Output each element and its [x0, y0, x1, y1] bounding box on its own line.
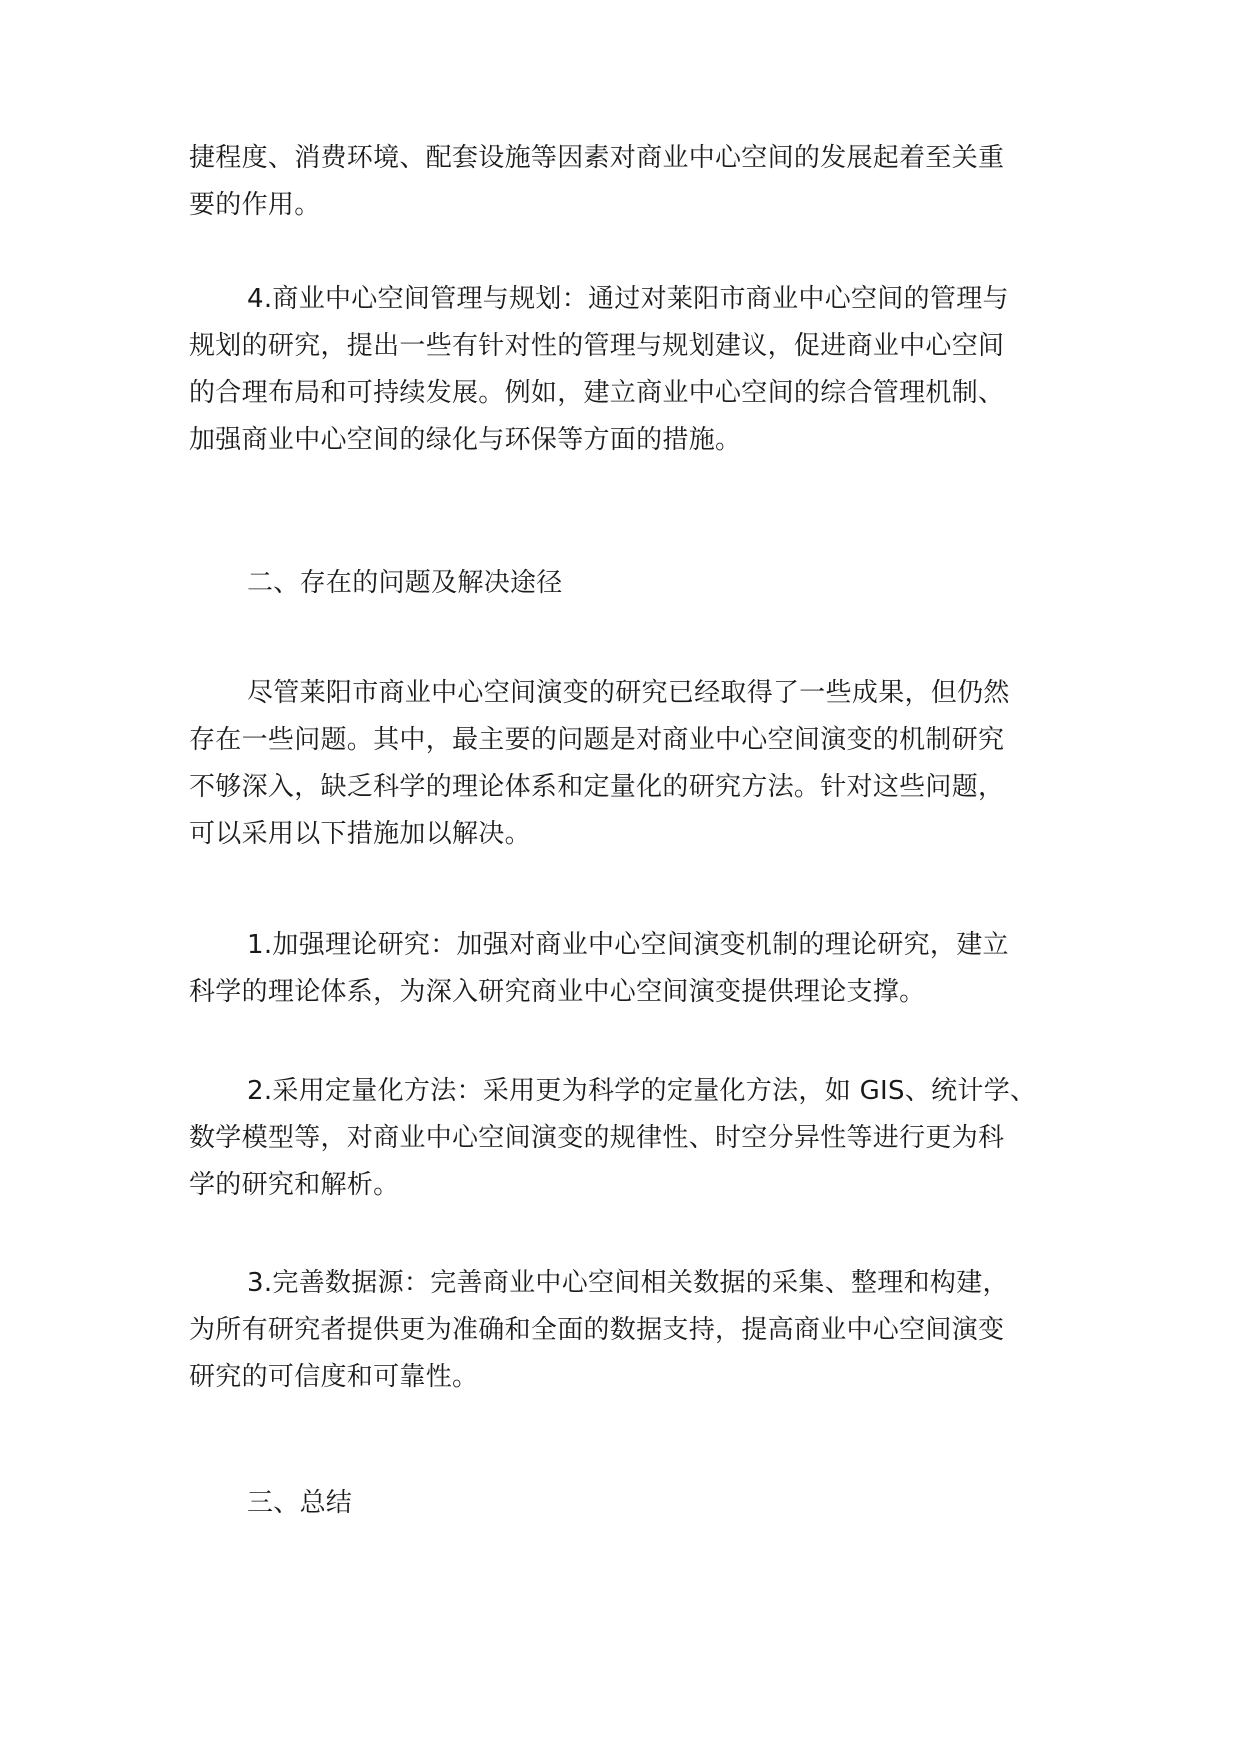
section-heading-3 — [189, 1480, 1049, 1527]
paragraph-line: 不够深入，缺乏科学的理论体系和定量化的研究方法。针对这些问题， — [189, 772, 1005, 802]
paragraph-line: 捷程度、消费环境、配套设施等因素对商业中心空间的发展起着至关重 — [189, 143, 1005, 173]
section-heading-2 — [189, 560, 1049, 607]
paragraph-item-2 — [189, 1068, 1049, 1209]
paragraph-line: 科学的理论体系，为深入研究商业中心空间演变提供理论支撑。 — [189, 977, 926, 1007]
section-heading-text: 三、总结 — [247, 1488, 353, 1518]
paragraph-line: 3.完善数据源：完善商业中心空间相关数据的采集、整理和构建， — [247, 1268, 1009, 1298]
paragraph-line: 规划的研究，提出一些有针对性的管理与规划建议，促进商业中心空间 — [189, 331, 1005, 361]
paragraph-item-3 — [189, 1260, 1049, 1401]
paragraph-line: 可以采用以下措施加以解决。 — [189, 819, 531, 849]
paragraph-item-1 — [189, 922, 1049, 1016]
paragraph-line: 4.商业中心空间管理与规划：通过对莱阳市商业中心空间的管理与 — [247, 284, 1009, 314]
paragraph-continuation — [189, 135, 1049, 229]
paragraph-line: 学的研究和解析。 — [189, 1170, 400, 1200]
section-heading-text: 二、存在的问题及解决途径 — [247, 568, 563, 598]
paragraph-line: 要的作用。 — [189, 190, 321, 220]
paragraph-line: 2.采用定量化方法：采用更为科学的定量化方法，如 GIS、统计学、 — [247, 1076, 1037, 1106]
paragraph-line: 为所有研究者提供更为准确和全面的数据支持，提高商业中心空间演变 — [189, 1315, 1005, 1345]
paragraph-line: 尽管莱阳市商业中心空间演变的研究已经取得了一些成果，但仍然 — [247, 678, 1010, 708]
paragraph-line: 数学模型等，对商业中心空间演变的规律性、时空分异性等进行更为科 — [189, 1123, 1005, 1153]
paragraph-problems — [189, 670, 1049, 858]
paragraph-line: 1.加强理论研究：加强对商业中心空间演变机制的理论研究，建立 — [247, 930, 1009, 960]
paragraph-line: 研究的可信度和可靠性。 — [189, 1362, 479, 1392]
paragraph-line: 加强商业中心空间的绿化与环保等方面的措施。 — [189, 425, 742, 455]
paragraph-line: 存在一些问题。其中，最主要的问题是对商业中心空间演变的机制研究 — [189, 725, 1005, 755]
paragraph-line: 的合理布局和可持续发展。例如，建立商业中心空间的综合管理机制、 — [189, 378, 1005, 408]
paragraph-item-4 — [189, 276, 1049, 464]
